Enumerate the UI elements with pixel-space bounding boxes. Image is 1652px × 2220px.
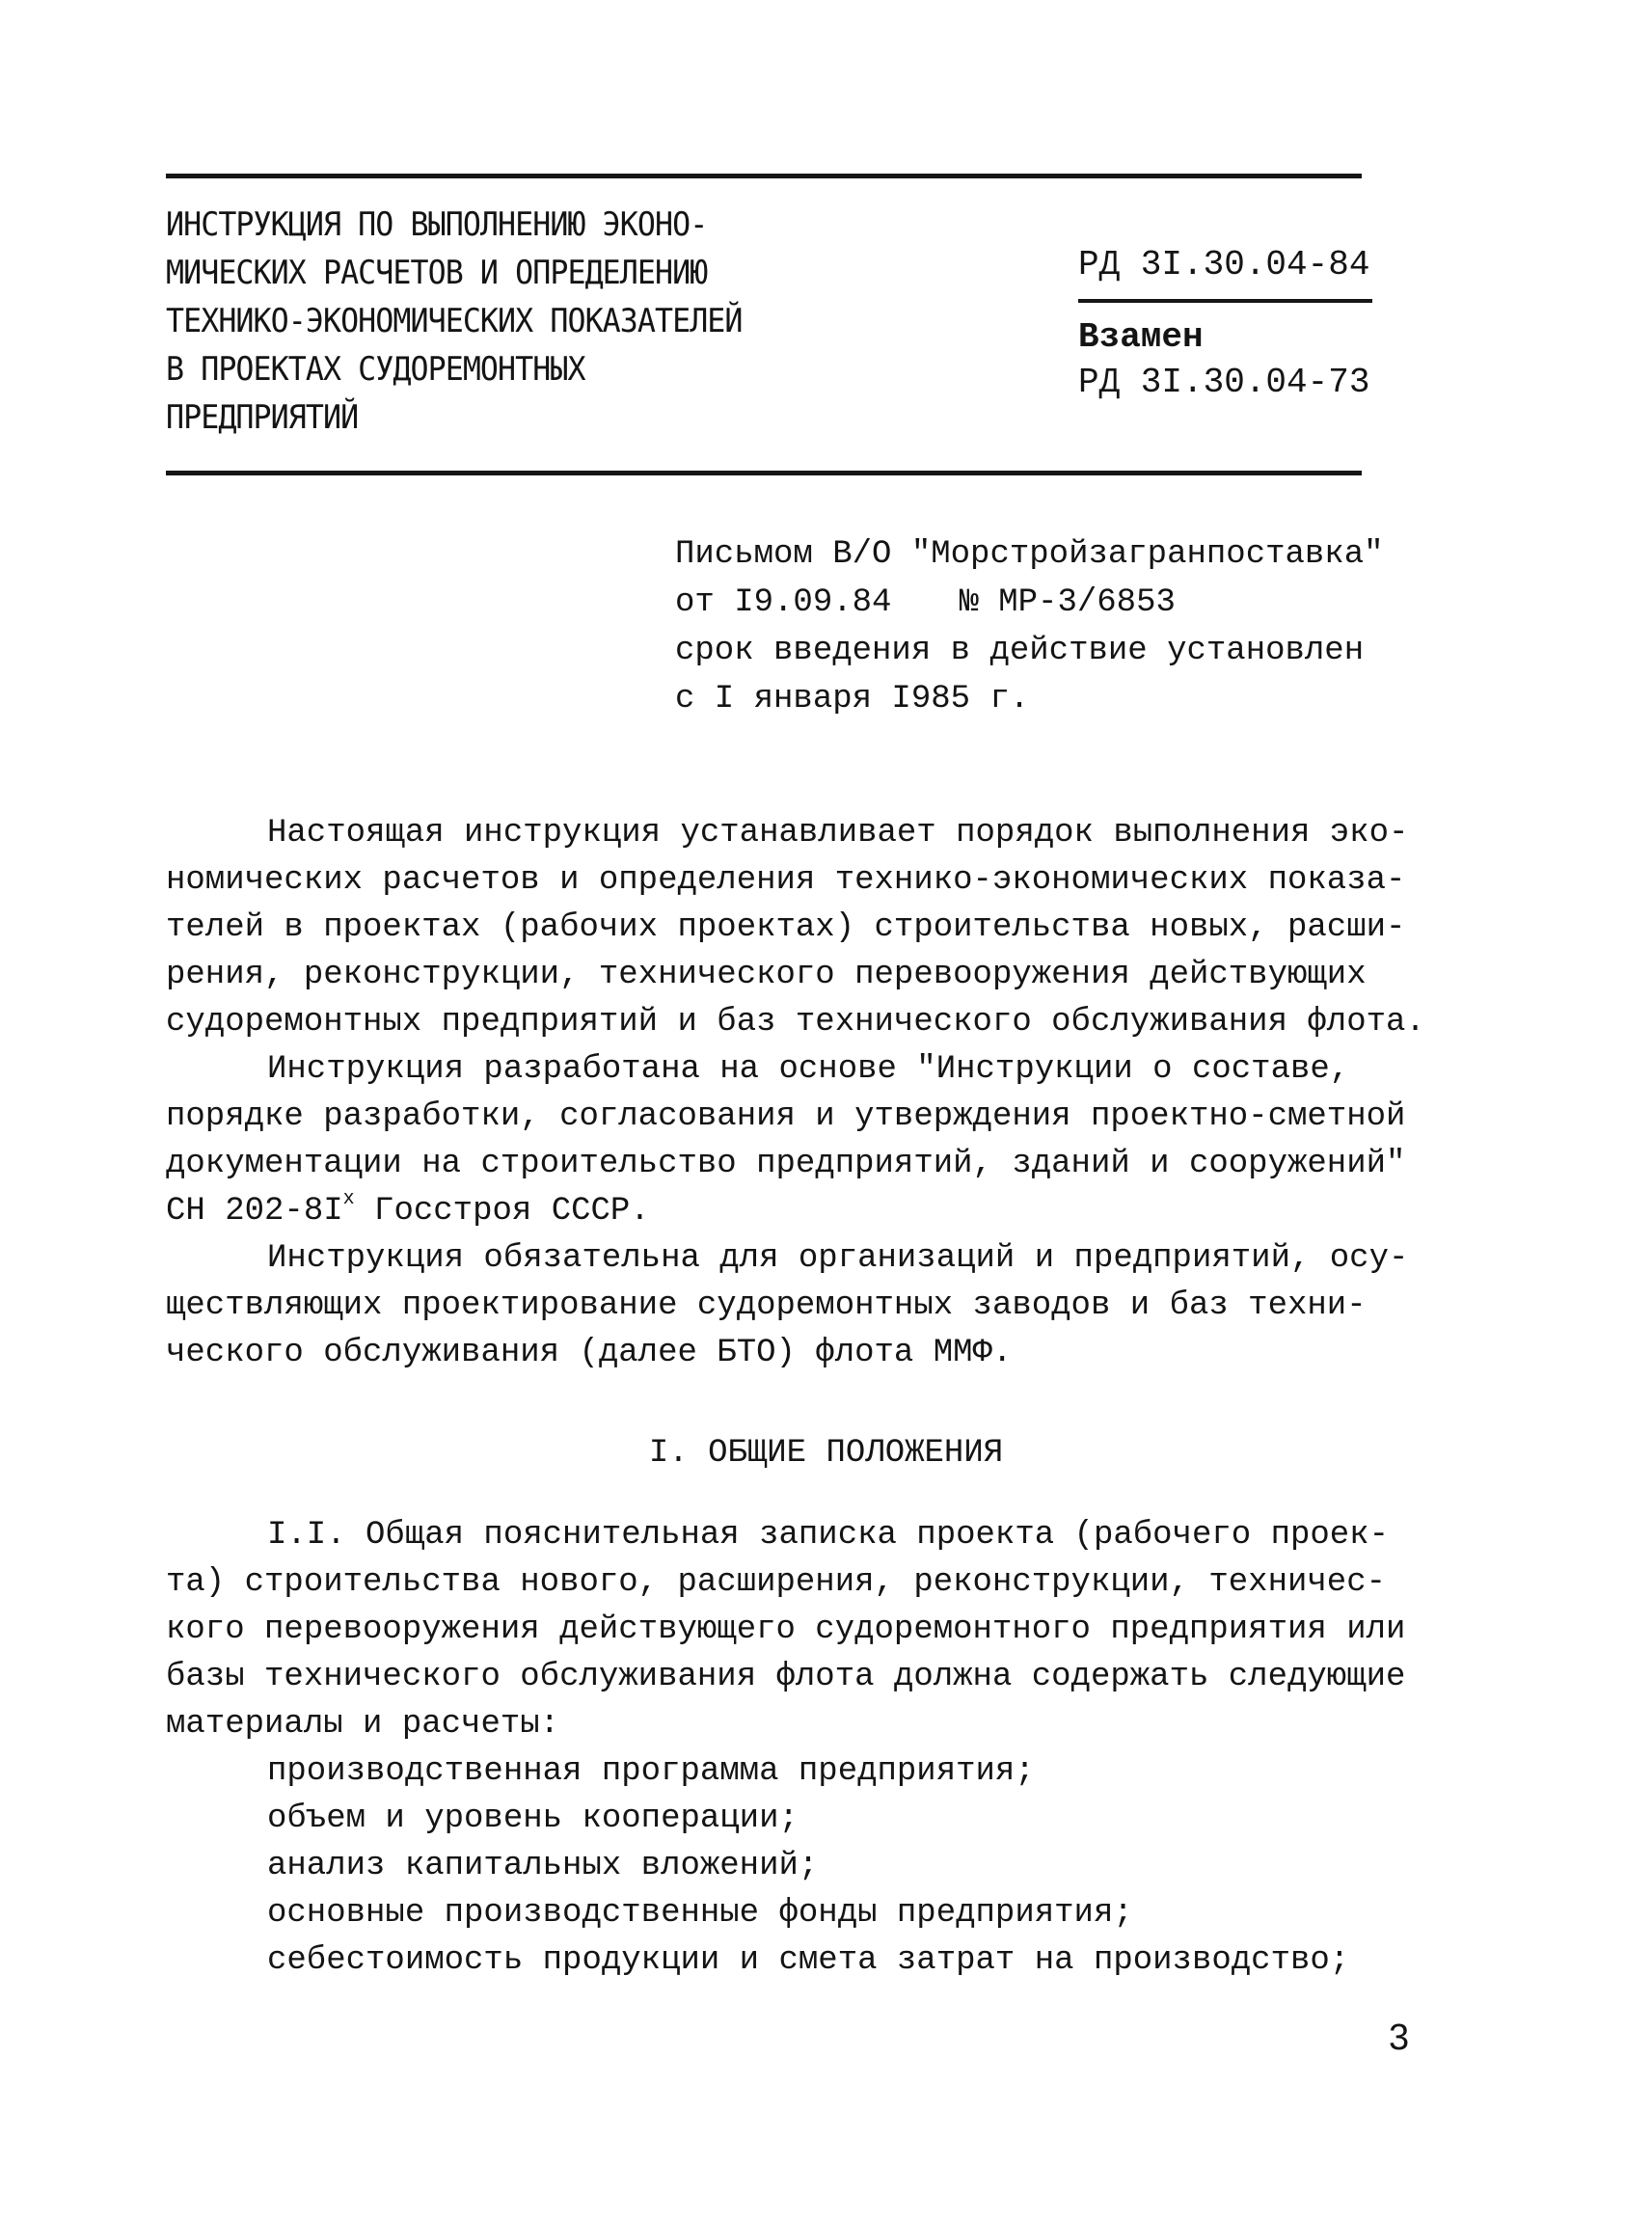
paragraph-line: номических расчетов и определения технико-экономических показа-	[166, 862, 1406, 899]
paragraph-line: ческого обслуживания (далее БТО) флота ММФ.	[166, 1335, 1013, 1371]
list-item: производственная программа предприятия;	[267, 1753, 1035, 1790]
paragraph-line: порядке разработки, согласования и утверждения проектно-сметной	[166, 1098, 1406, 1135]
approval-line: с I января I985 г.	[675, 681, 1030, 717]
title-line: МИЧЕСКИХ РАСЧЕТОВ И ОПРЕДЕЛЕНИЮ	[166, 254, 708, 292]
header-top-rule	[166, 174, 1362, 178]
list-item: анализ капитальных вложений;	[267, 1848, 819, 1884]
list-item: объем и уровень кооперации;	[267, 1800, 799, 1837]
document-title	[166, 201, 794, 442]
paragraph-line: материалы и расчеты:	[166, 1706, 560, 1743]
paragraph-line: ществляющих проектирование судоремонтных заводов и баз техни-	[166, 1287, 1367, 1324]
approval-line: срок введения в действие установлен	[675, 633, 1365, 669]
approval-line: Письмом В/О "Морстройзагранпоставка"	[675, 536, 1384, 573]
approval-note	[675, 530, 1384, 723]
paragraph-line: кого перевооружения действующего судоремонтного предприятия или	[166, 1611, 1406, 1648]
title-line: В ПРОЕКТАХ СУДОРЕМОНТНЫХ	[166, 350, 585, 389]
code-divider	[1078, 299, 1372, 303]
title-line: ИНСТРУКЦИЯ ПО ВЫПОЛНЕНИЮ ЭКОНО-	[166, 205, 708, 244]
norm-code: СН 202-8I	[166, 1193, 343, 1230]
norm-code-superscript: х	[342, 1188, 355, 1210]
list-item: основные производственные фонды предприятия;	[267, 1895, 1133, 1932]
paragraph-line: судоремонтных предприятий и баз технического обслуживания флота.	[166, 1004, 1425, 1041]
paragraph-line: Инструкция разработана на основе "Инструкции о составе,	[267, 1051, 1350, 1088]
intro-paragraphs	[166, 810, 1425, 1377]
replaced-code: РД 3I.30.04-73	[1078, 363, 1370, 402]
approval-date-line	[675, 579, 1384, 627]
page-number: 3	[1389, 2017, 1410, 2058]
approval-reference: № МР-3/6853	[959, 584, 1176, 621]
paragraph-line	[166, 1188, 1410, 1235]
paragraph-line: телей в проектах (рабочих проектах) строительства новых, расши-	[166, 909, 1406, 946]
paragraph-line: документации на строительство предприятий, зданий и сооружений"	[166, 1146, 1406, 1182]
replaced-label: Взамен	[1078, 317, 1204, 357]
norm-issuer: Госстроя СССР.	[354, 1193, 650, 1230]
title-line: ПРЕДПРИЯТИЙ	[166, 398, 359, 437]
section-heading: I. ОБЩИЕ ПОЛОЖЕНИЯ	[648, 1435, 1004, 1472]
paragraph-line: I.I. Общая пояснительная записка проекта (рабочего проек-	[267, 1517, 1389, 1554]
paragraph-line: та) строительства нового, расширения, реконструкции, техничес-	[166, 1564, 1387, 1601]
approval-date: от I9.09.84	[675, 584, 892, 621]
paragraph-line: Инструкция обязательна для организаций и предприятий, осу-	[267, 1240, 1409, 1277]
document-code: РД 3I.30.04-84	[1078, 245, 1370, 284]
list-item: себестоимость продукции и смета затрат на производство;	[267, 1942, 1350, 1979]
paragraph-line: Настоящая инструкция устанавливает порядок выполнения эко-	[267, 815, 1409, 852]
document-code-block	[1078, 241, 1377, 407]
paragraph-line: рения, реконструкции, технического перевооружения действующих	[166, 957, 1367, 993]
paragraph-line: базы технического обслуживания флота должна содержать следующие	[166, 1659, 1406, 1695]
section-1-1	[166, 1512, 1410, 1985]
title-line: ТЕХНИКО-ЭКОНОМИЧЕСКИХ ПОКАЗАТЕЛЕЙ	[166, 302, 743, 340]
header-bottom-rule	[166, 471, 1362, 475]
